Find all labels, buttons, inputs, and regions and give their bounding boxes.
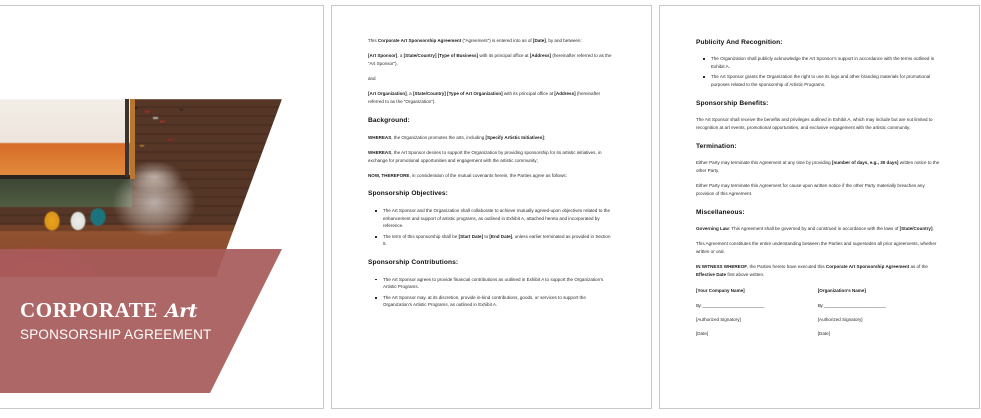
signature-by-line[interactable]: By: _____________________________ [817, 302, 886, 308]
heading-background: Background: [368, 117, 410, 125]
cover-title-block [20, 298, 260, 342]
heading-sponsorship-objectives: Sponsorship Objectives: [368, 190, 448, 198]
list-item: The Art Sponsor and the Organization shall collaborate to achieve mutually agreed-upon objectives related to the enhancement and support of artistic programs, as outlined in Exhibit A, attached hereto and incorporated by reference. [368, 207, 614, 230]
contributions-list [368, 276, 614, 310]
cover-title-line [20, 298, 260, 323]
list-item: The Art Sponsor may, at its discretion, provide in-kind contributions, goods, or services to support the Organization’s Artistic Programs, as outlined in Exhibit A. [368, 294, 614, 310]
signature-column-right [818, 287, 939, 344]
heading-sponsorship-contributions: Sponsorship Contributions: [368, 259, 459, 267]
document-page-1-cover[interactable] [0, 5, 324, 409]
benefits-paragraph: The Art Sponsor shall receive the benefits and privileges outlined in Exhibit A, which may include but are not limited to recognition at art events, promotional opportunities, and exclusive engagement with the artistic community. [696, 117, 933, 131]
heading-sponsorship-benefits: Sponsorship Benefits: [696, 99, 769, 107]
list-item: The Art Sponsor grants the Organization the right to use its logo and other branding materials for promotional purposes related to the sponsorship of Artistic Programs. [696, 73, 942, 89]
and-connector: and [368, 75, 376, 81]
picture-frame-bottom-edge [0, 175, 134, 179]
publicity-list [696, 55, 942, 89]
signature-date: [Date] [817, 331, 830, 337]
termination-paragraph-2: Either Party may terminate this Agreement for cause upon written notice if the other Party materially breaches any provision of this Agreement. [696, 183, 925, 196]
termination-paragraph-1: Either Party may terminate this Agreement at any time by providing [number of days, e.g., 30 days] written notice to the other Party. [696, 160, 940, 174]
picture-frame-inner-edge [125, 99, 129, 177]
heading-publicity-and-recognition: Publicity And Recognition: [696, 39, 783, 46]
signature-authorized-signatory: [Authorized Signatory] [817, 317, 863, 323]
signature-organization-name: [Organization’s Name] [817, 288, 866, 294]
now-therefore: NOW, THEREFORE, in consideration of the mutual covenants herein, the Parties agree as follows: [368, 172, 567, 178]
document-page-3[interactable] [659, 5, 980, 409]
whereas-1: WHEREAS, the Organization promotes the arts, including [Specify Artistic Initiatives]; [368, 134, 545, 140]
party-sponsor-paragraph: [Art Sponsor], a [State/Country] [Type of Business] with its principal office at [Address] (hereinafter referred to as the “Art Sponsor”), [368, 53, 612, 66]
intro-paragraph: This Corporate Art Sponsorship Agreement (“Agreement”) is entered into as of [Date], by and between: [368, 38, 582, 43]
page-3-body [696, 37, 942, 345]
signature-authorized-signatory: [Authorized Signatory] [696, 317, 741, 323]
entire-agreement-paragraph: This Agreement constitutes the entire understanding between the Parties and supersedes all prior agreements, whether written or oral. [696, 241, 937, 254]
picture-frame-right-edge [130, 99, 135, 179]
document-page-2[interactable] [331, 5, 652, 409]
whereas-2: WHEREAS, the Art Sponsor desires to support the Organization by providing sponsorship for its artistic initiatives, in exchange for promotional opportunities and engagement with the artistic community; [368, 149, 602, 163]
governing-law-paragraph: Governing Law: This Agreement shall be governed by and construed in accordance with the laws of [State/Country]. [696, 226, 934, 232]
list-item: The Art Sponsor agrees to provide financial contributions as outlined in Exhibit A to support the Organization’s Artistic Programs. [368, 276, 614, 292]
signature-company-name: [Your Company Name] [696, 288, 745, 294]
signature-date: [Date] [696, 331, 709, 337]
witness-paragraph: IN WITNESS WHEREOF, the Parties hereto have executed this Corporate Art Sponsorship Agreement as of the Effective Date first above written. [696, 263, 928, 277]
signature-block [696, 287, 942, 344]
cover-title-word-corporate: CORPORATE [20, 298, 159, 322]
list-item: The term of this sponsorship shall be [Start Date] to [End Date], unless earlier terminated as provided in Section 5. [368, 233, 614, 249]
signature-column-left [696, 287, 817, 344]
cover-subtitle: SPONSORSHIP AGREEMENT [20, 327, 212, 342]
party-organization-paragraph: [Art Organization], a [State/Country] [Type of Art Organization] with its principal office at [Address] (hereinafter referred to as the “Organization”). [368, 90, 601, 104]
signature-by-line[interactable]: By: _____________________________ [696, 302, 764, 308]
page-2-body [368, 37, 614, 317]
heading-termination: Termination: [696, 142, 737, 150]
list-item: The Organization shall publicly acknowledge the Art Sponsor’s support in accordance with the terms outlined in Exhibit A. [696, 55, 942, 71]
objectives-list [368, 207, 614, 248]
heading-miscellaneous: Miscellaneous: [696, 208, 745, 216]
cover-title-word-art: Art [165, 300, 198, 322]
